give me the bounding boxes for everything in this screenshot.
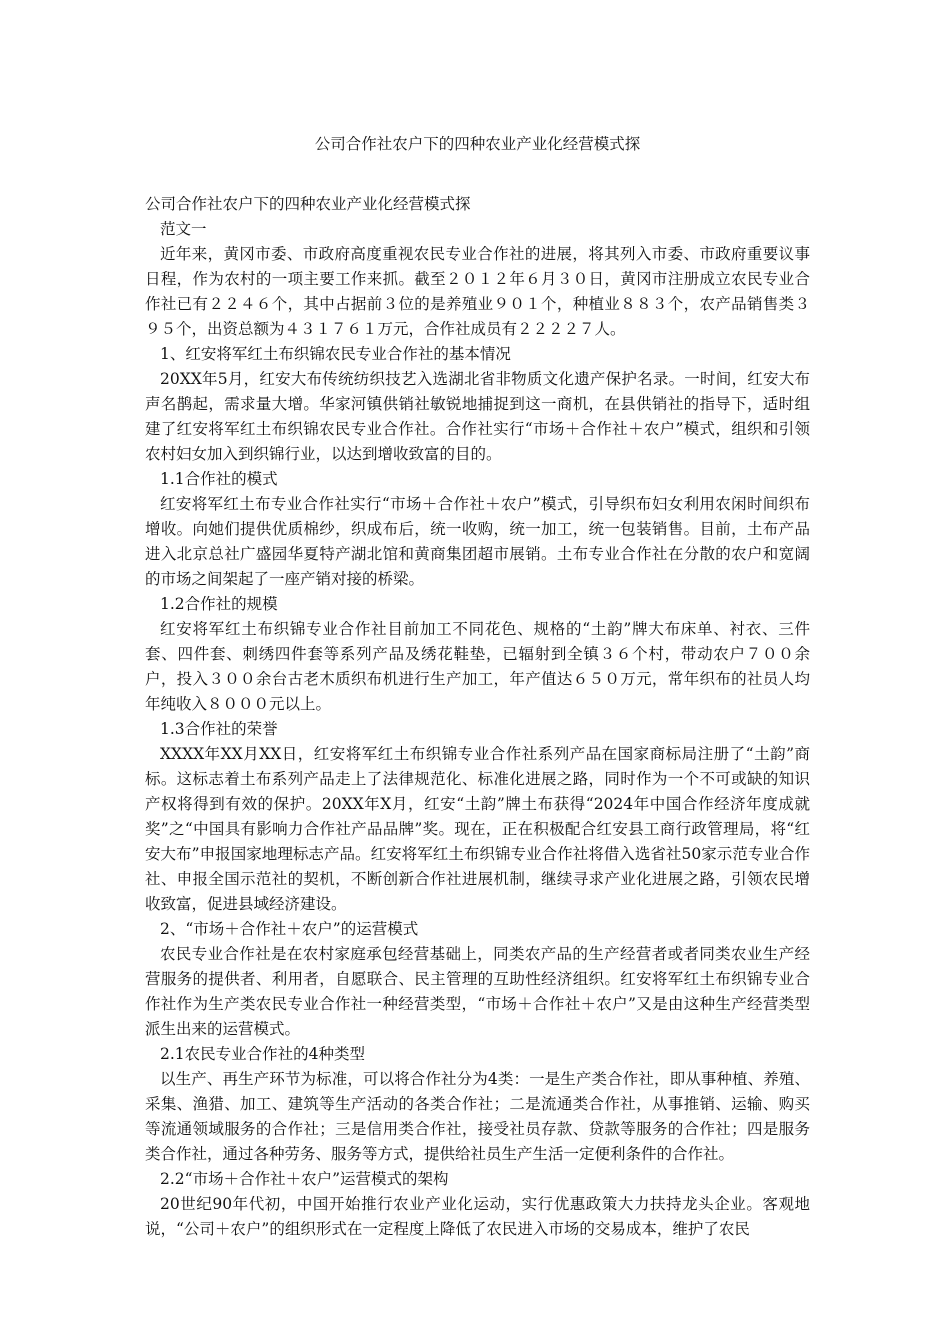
sample-label: 范文一 [160, 220, 207, 238]
document-title: 公司合作社农户下的四种农业产业化经营模式探 [314, 135, 641, 153]
section-heading: 1.2合作社的规模 [160, 595, 278, 613]
body-paragraph: 以生产、再生产环节为标准，可以将合作社分为4类：一是生产类合作社，即从事种植、养殖、采集、渔猎、加工、建筑等生产活动的各类合作社；二是流通类合作社，从事推销、运输、购买等流通领域服务的合作社；三是信用类合作社，接受社员存款、贷款等服务的合作社；四是服务类合作社，通过各种劳务、服务等方式，提供给社员生产生活一定便利条件的合作社。 [145, 1070, 810, 1163]
body-paragraph: XXXX年XX月XX日，红安将军红土布织锦专业合作社系列产品在国家商标局注册了“土韵”商标。这标志着土布系列产品走上了法律规范化、标准化进展之路，同时作为一个不可或缺的知识产权将得到有效的保护。20XX年X月，红安“土韵”牌土布获得“2024年中国合作经济年度成就奖”之“中国具有影响力合作社产品品牌”奖。现在，正在积极配合红安县工商行政管理局，将“红安大布”申报国家地理标志产品。红安将军红土布织锦专业合作社将借入选省社50家示范专业合作社、申报全国示范社的契机，不断创新合作社进展机制，继续寻求产业化进展之路，引领农民增收致富，促进县域经济建设。 [145, 745, 810, 913]
section-heading: 1.3合作社的荣誉 [160, 720, 278, 738]
body-paragraph: 近年来，黄冈市委、市政府高度重视农民专业合作社的进展，将其列入市委、市政府重要议事日程，作为农村的一项主要工作来抓。截至２０１２年６月３０日，黄冈市注册成立农民专业合作社已有２２４６个，其中占据前３位的是养殖业９０１个，种植业８８３个，农产品销售类３９５个，出资总额为４３１７６１万元，合作社成员有２２２２７人。 [145, 245, 810, 338]
section-heading: 2.1农民专业合作社的4种类型 [160, 1045, 366, 1063]
document-body [145, 242, 810, 1242]
section-heading: 1、红安将军红土布织锦农民专业合作社的基本情况 [160, 345, 511, 363]
document-subtitle: 公司合作社农户下的四种农业产业化经营模式探 [145, 195, 471, 213]
section-heading: 2、“市场＋合作社＋农户”的运营模式 [160, 920, 419, 938]
body-paragraph: 红安将军红土布专业合作社实行“市场＋合作社＋农户”模式，引导织布妇女利用农闲时间织布增收。向她们提供优质棉纱，织成布后，统一收购，统一加工，统一包装销售。目前，土布产品进入北京总社广盛园华夏特产湖北馆和黄商集团超市展销。土布专业合作社在分散的农户和宽阔的市场之间架起了一座产销对接的桥梁。 [145, 495, 810, 588]
body-paragraph: 农民专业合作社是在农村家庭承包经营基础上，同类农产品的生产经营者或者同类农业生产经营服务的提供者、利用者，自愿联合、民主管理的互助性经济组织。红安将军红土布织锦专业合作社作为生产类农民专业合作社一种经营类型，“市场＋合作社＋农户”又是由这种生产经营类型派生出来的运营模式。 [145, 945, 810, 1038]
body-paragraph: 20XX年5月，红安大布传统纺织技艺入选湖北省非物质文化遗产保护名录。一时间，红安大布声名鹊起，需求量大增。华家河镇供销社敏锐地捕捉到这一商机，在县供销社的指导下，适时组建了红安将军红土布织锦农民专业合作社。合作社实行“市场＋合作社＋农户”模式，组织和引领农村妇女加入到织锦行业，以达到增收致富的目的。 [145, 370, 810, 463]
section-heading: 2.2“市场＋合作社＋农户”运营模式的架构 [160, 1170, 449, 1188]
body-paragraph: 红安将军红土布织锦专业合作社目前加工不同花色、规格的“土韵”牌大布床单、衬衣、三件套、四件套、刺绣四件套等系列产品及绣花鞋垫，已辐射到全镇３６个村，带动农户７００余户，投入３００余台古老木质织布机进行生产加工，年产值达６５０万元，常年织布的社员人均年纯收入８０００元以上。 [145, 620, 810, 713]
body-paragraph: 20世纪90年代初，中国开始推行农业产业化运动，实行优惠政策大力扶持龙头企业。客观地说，“公司＋农户”的组织形式在一定程度上降低了农民进入市场的交易成本，维护了农民 [145, 1195, 810, 1238]
section-heading: 1.1合作社的模式 [160, 470, 278, 488]
